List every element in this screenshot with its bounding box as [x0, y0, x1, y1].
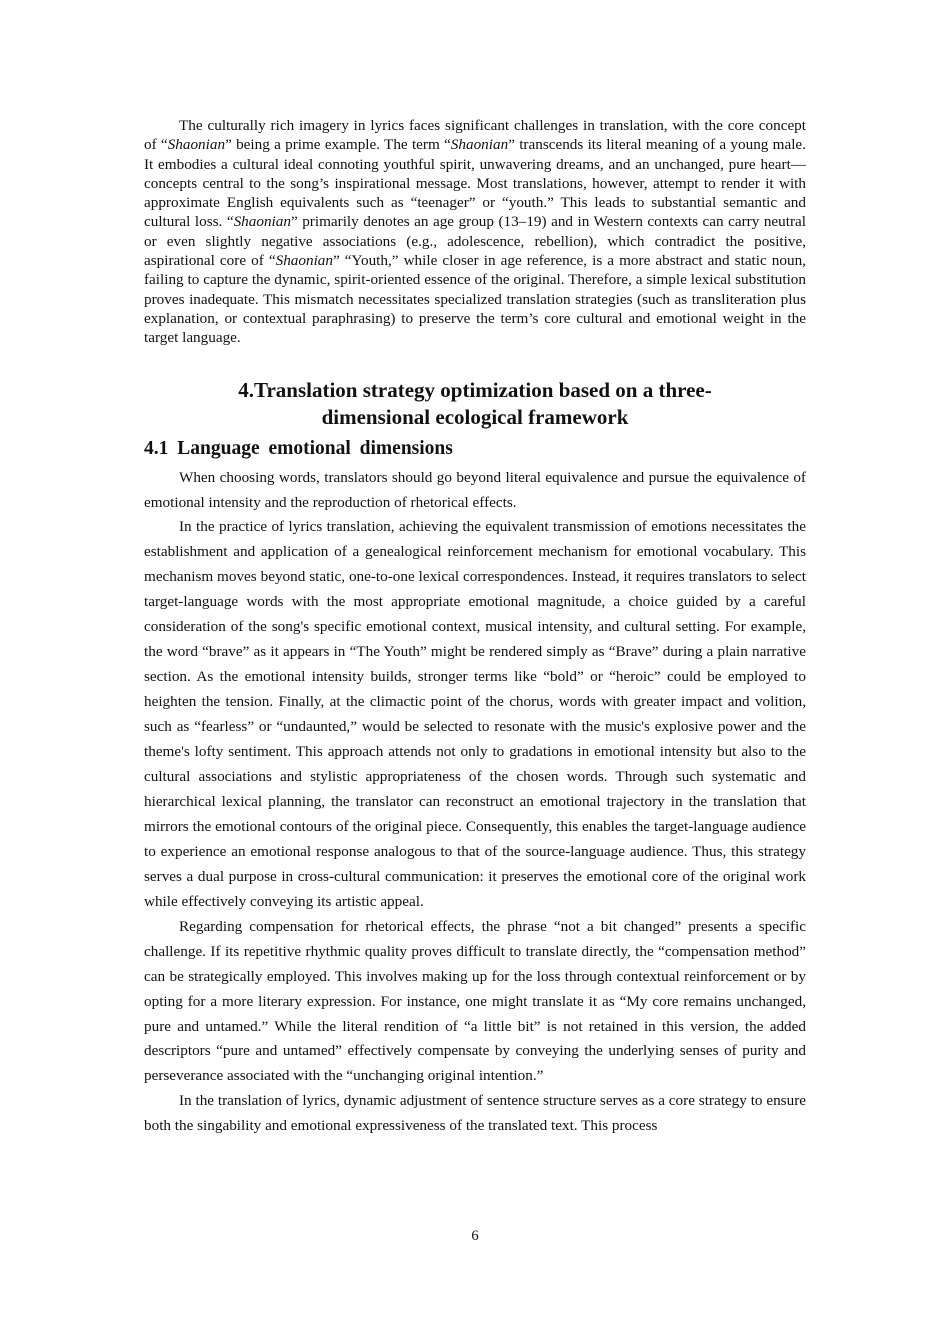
term-shaonian: Shaonian — [233, 213, 291, 231]
intro-paragraph — [144, 116, 806, 348]
term-shaonian: Shaonian — [167, 136, 226, 154]
section-heading-line-2: dimensional ecological framework — [321, 404, 629, 429]
subsection-heading: 4.1 Language emotional dimensions — [144, 437, 453, 459]
term-shaonian: Shaonian — [275, 252, 333, 270]
intro-text-5: ” “Youth,” while closer in age reference, is a more abstract and static noun, failing to capture the dynamic, spirit-oriented essence of the original. Therefore, a simple lexical substitution proves inadequate. This mismatch necessitates specialized translation strategies (such as transliteration plus explanation, or contextual paraphrasing) to preserve the term’s core cultural and emotional weight in the target language. — [144, 252, 806, 347]
body-paragraph-3: Regarding compensation for rhetorical effects, the phrase “not a bit changed” presents a specific challenge. If its repetitive rhythmic quality proves difficult to translate directly, the “compensation method” can be strategically employed. This involves making up for the loss through contextual reinforcement or by opting for a more literary expression. For instance, one might translate it as “My core remains unchanged, pure and untamed.” While the literal rendition of “a little bit” is not retained in this version, the added descriptors “pure and untamed” effectively compensate by conveying the underlying senses of purity and perseverance associated with the “unchanging original intention.” — [144, 917, 806, 1085]
section-heading — [144, 377, 806, 431]
term-shaonian: Shaonian — [450, 136, 509, 154]
body-paragraph-4: In the translation of lyrics, dynamic adjustment of sentence structure serves as a core strategy to ensure both the singability and emotional expressiveness of the translated text. This process — [144, 1092, 806, 1135]
intro-text-4: ” primarily denotes an age group (13–19) and in Western contexts can carry neutral or even slightly negative associations (e.g., adolescence, rebellion), which contradict the positive, aspirational core of “ — [144, 213, 806, 270]
body-paragraph-1: When choosing words, translators should go beyond literal equivalence and pursue the equivalence of emotional intensity and the reproduction of rhetorical effects. — [144, 468, 806, 511]
intro-text-1: The culturally rich imagery in lyrics faces significant challenges in translation, with the core concept of “ — [144, 117, 806, 154]
page-number: 6 — [471, 1228, 479, 1244]
intro-text-3: ” transcends its literal meaning of a young male. It embodies a cultural ideal connoting youthful spirit, unwavering dreams, and an unchanged, pure heart—concepts central to the song’s inspirational message. Most translations, however, attempt to render it with approximate English equivalents such as “teenager” or “youth.” This leads to substantial semantic and cultural loss. “ — [144, 136, 806, 231]
page-body — [144, 116, 806, 1139]
section-heading-line-1: 4.Translation strategy optimization based on a three- — [238, 377, 712, 402]
intro-text-2: ” being a prime example. The term “ — [225, 136, 451, 154]
body-paragraph-2: In the practice of lyrics translation, achieving the equivalent transmission of emotions necessitates the establishment and application of a genealogical reinforcement mechanism for emotional vocabulary. This mechanism moves beyond static, one-to-one lexical correspondences. Instead, it requires translators to select target-language words with the most appropriate emotional magnitude, a choice guided by a careful consideration of the song's specific emotional context, musical intensity, and cultural setting. For example, the word “brave” as it appears in “The Youth” might be rendered simply as “Brave” during a plain narrative section. As the emotional intensity builds, stronger terms like “bold” or “heroic” could be employed to heighten the tension. Finally, at the climactic point of the chorus, words with greater impact and volition, such as “fearless” or “undaunted,” would be selected to resonate with the music's explosive power and the theme's lofty sentiment. This approach attends not only to gradations in emotional intensity but also to the cultural associations and stylistic appropriateness of the chosen words. Through such systematic and hierarchical lexical planning, the translator can reconstruct an emotional trajectory in the translation that mirrors the emotional contours of the original piece. Consequently, this enables the target-language audience to experience an emotional response analogous to that of the source-language audience. Thus, this strategy serves a dual purpose in cross-cultural communication: it preserves the emotional core of the original work while effectively conveying its artistic appeal. — [144, 518, 806, 910]
